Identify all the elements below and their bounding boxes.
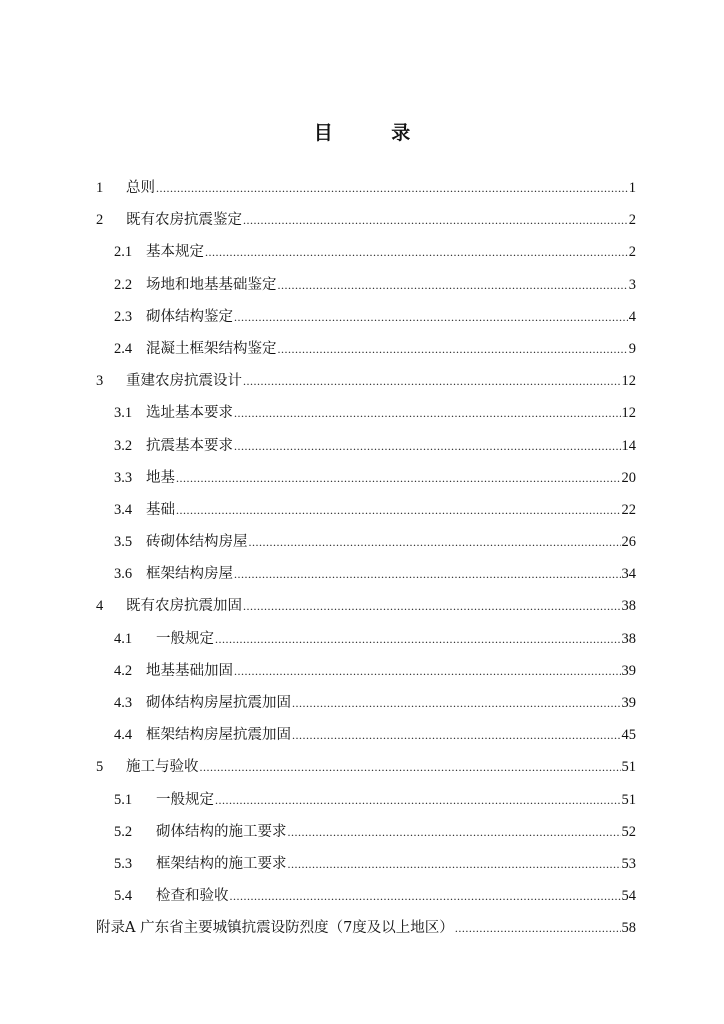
toc-entry-page: 58 xyxy=(621,920,636,937)
toc-dot-leader xyxy=(243,374,621,389)
toc-entry-number: 4.4 xyxy=(114,727,133,744)
toc-dot-leader xyxy=(234,310,628,325)
toc-entry[interactable] xyxy=(96,208,636,240)
toc-entry[interactable] xyxy=(96,337,636,369)
toc-entry[interactable] xyxy=(96,852,636,884)
toc-entry[interactable] xyxy=(96,916,636,948)
toc-dot-leader xyxy=(215,793,621,808)
toc-entry-page: 2 xyxy=(628,212,636,229)
toc-entry-page: 34 xyxy=(621,566,636,583)
toc-entry-page: 4 xyxy=(628,308,636,325)
toc-entry-label: 总则 xyxy=(126,180,155,196)
toc-entry-label: 地基 xyxy=(146,469,175,486)
toc-entry-number: 5.2 xyxy=(114,823,133,840)
toc-dot-leader xyxy=(234,567,621,582)
toc-entry-number: 2.4 xyxy=(114,340,133,357)
toc-dot-leader xyxy=(200,760,621,775)
toc-entry-page: 45 xyxy=(621,727,636,744)
toc-entry-page: 53 xyxy=(621,855,636,872)
toc-entry[interactable] xyxy=(96,723,636,755)
toc-entry-page: 2 xyxy=(628,244,636,261)
toc-entry-label: 基本规定 xyxy=(146,244,204,261)
toc-entry-label: 附录A 广东省主要城镇抗震设防烈度（7度及以上地区） xyxy=(96,920,454,937)
toc-entry[interactable] xyxy=(96,273,636,305)
toc-dot-leader xyxy=(455,921,621,936)
toc-entry-label: 重建农房抗震设计 xyxy=(126,373,242,390)
toc-entry-label: 混凝土框架结构鉴定 xyxy=(146,340,277,357)
toc-dot-leader xyxy=(243,213,628,228)
toc-entry[interactable] xyxy=(96,530,636,562)
toc-entry-page: 38 xyxy=(621,598,636,615)
toc-entry[interactable] xyxy=(96,176,636,208)
toc-dot-leader xyxy=(278,278,628,293)
toc-dot-leader xyxy=(288,825,621,840)
toc-entry-label: 地基基础加固 xyxy=(146,662,233,679)
toc-dot-leader xyxy=(234,406,621,421)
toc-entry-number: 2.1 xyxy=(114,244,133,261)
toc-entry-label: 既有农房抗震鉴定 xyxy=(126,212,242,229)
toc-entry-label: 框架结构房屋抗震加固 xyxy=(146,727,291,744)
toc-entry-page: 12 xyxy=(621,373,636,390)
toc-entry-label: 框架结构的施工要求 xyxy=(156,855,287,872)
toc-entry[interactable] xyxy=(96,434,636,466)
toc-entry-number: 4 xyxy=(96,598,104,615)
toc-entry-page: 9 xyxy=(628,340,636,357)
toc-entry-number: 5 xyxy=(96,759,104,776)
toc-entry-label: 抗震基本要求 xyxy=(146,437,233,454)
table-of-contents xyxy=(96,176,636,949)
toc-entry[interactable] xyxy=(96,240,636,272)
toc-dot-leader xyxy=(176,503,621,518)
toc-entry[interactable] xyxy=(96,884,636,916)
toc-dot-leader xyxy=(243,599,621,614)
toc-entry-number: 3.4 xyxy=(114,501,133,518)
toc-entry-label: 选址基本要求 xyxy=(146,405,233,422)
toc-entry-page: 14 xyxy=(621,437,636,454)
toc-entry-number: 3 xyxy=(96,373,104,390)
toc-entry-page: 51 xyxy=(621,759,636,776)
toc-entry-label: 砌体结构鉴定 xyxy=(146,308,233,325)
toc-entry[interactable] xyxy=(96,369,636,401)
toc-entry-page: 12 xyxy=(621,405,636,422)
toc-title: 目 录 xyxy=(313,122,437,144)
toc-entry[interactable] xyxy=(96,788,636,820)
toc-entry-number: 3.5 xyxy=(114,534,133,551)
toc-dot-leader xyxy=(234,664,621,679)
toc-entry-number: 3.6 xyxy=(114,566,133,583)
toc-entry-number: 3.3 xyxy=(114,469,133,486)
toc-entry[interactable] xyxy=(96,466,636,498)
toc-entry-page: 38 xyxy=(621,630,636,647)
toc-entry-number: 5.1 xyxy=(114,791,133,808)
toc-entry-page: 22 xyxy=(621,501,636,518)
toc-entry-number: 2.3 xyxy=(114,308,133,325)
toc-entry-label: 砖砌体结构房屋 xyxy=(146,534,248,551)
toc-entry[interactable] xyxy=(96,820,636,852)
toc-entry-number: 2.2 xyxy=(114,276,133,293)
toc-entry-page: 51 xyxy=(621,791,636,808)
toc-dot-leader xyxy=(288,857,621,872)
toc-entry[interactable] xyxy=(96,562,636,594)
toc-entry-number: 1 xyxy=(96,180,104,196)
toc-entry-number: 4.1 xyxy=(114,630,133,647)
toc-entry-number: 3.1 xyxy=(114,405,133,422)
toc-entry-number: 3.2 xyxy=(114,437,133,454)
toc-entry-page: 1 xyxy=(628,180,636,196)
toc-entry-label: 一般规定 xyxy=(156,791,214,808)
toc-entry-label: 框架结构房屋 xyxy=(146,566,233,583)
toc-entry[interactable] xyxy=(96,594,636,626)
toc-entry-label: 砌体结构的施工要求 xyxy=(156,823,287,840)
toc-entry-label: 既有农房抗震加固 xyxy=(126,598,242,615)
toc-entry-label: 基础 xyxy=(146,501,175,518)
toc-dot-leader xyxy=(156,181,628,196)
toc-entry[interactable] xyxy=(96,755,636,787)
toc-entry-label: 施工与验收 xyxy=(126,759,199,776)
toc-entry-label: 一般规定 xyxy=(156,630,214,647)
toc-entry[interactable] xyxy=(96,401,636,433)
toc-dot-leader xyxy=(278,342,628,357)
toc-entry-page: 20 xyxy=(621,469,636,486)
toc-entry-page: 39 xyxy=(621,662,636,679)
toc-dot-leader xyxy=(215,632,621,647)
toc-entry-number: 5.3 xyxy=(114,855,133,872)
toc-dot-leader xyxy=(205,245,628,260)
toc-entry-number: 4.3 xyxy=(114,695,133,711)
toc-entry-page: 3 xyxy=(628,276,636,293)
toc-entry-number: 2 xyxy=(96,212,104,229)
toc-dot-leader xyxy=(230,889,621,904)
toc-dot-leader xyxy=(249,535,621,550)
toc-entry[interactable] xyxy=(96,627,636,659)
toc-dot-leader xyxy=(292,696,621,711)
toc-entry-page: 26 xyxy=(621,534,636,551)
toc-entry[interactable] xyxy=(96,498,636,530)
toc-entry-label: 检查和验收 xyxy=(156,888,229,905)
toc-entry-page: 54 xyxy=(621,888,636,905)
toc-entry-label: 场地和地基基础鉴定 xyxy=(146,276,277,293)
toc-dot-leader xyxy=(234,439,621,454)
toc-entry-number: 4.2 xyxy=(114,662,133,679)
toc-entry-page: 39 xyxy=(621,695,636,711)
toc-entry-number: 5.4 xyxy=(114,888,133,905)
toc-entry[interactable] xyxy=(96,691,636,723)
toc-dot-leader xyxy=(176,471,621,486)
toc-entry-label: 砌体结构房屋抗震加固 xyxy=(146,695,291,711)
toc-entry[interactable] xyxy=(96,305,636,337)
toc-entry-page: 52 xyxy=(621,823,636,840)
toc-dot-leader xyxy=(292,728,621,743)
toc-entry[interactable] xyxy=(96,659,636,691)
